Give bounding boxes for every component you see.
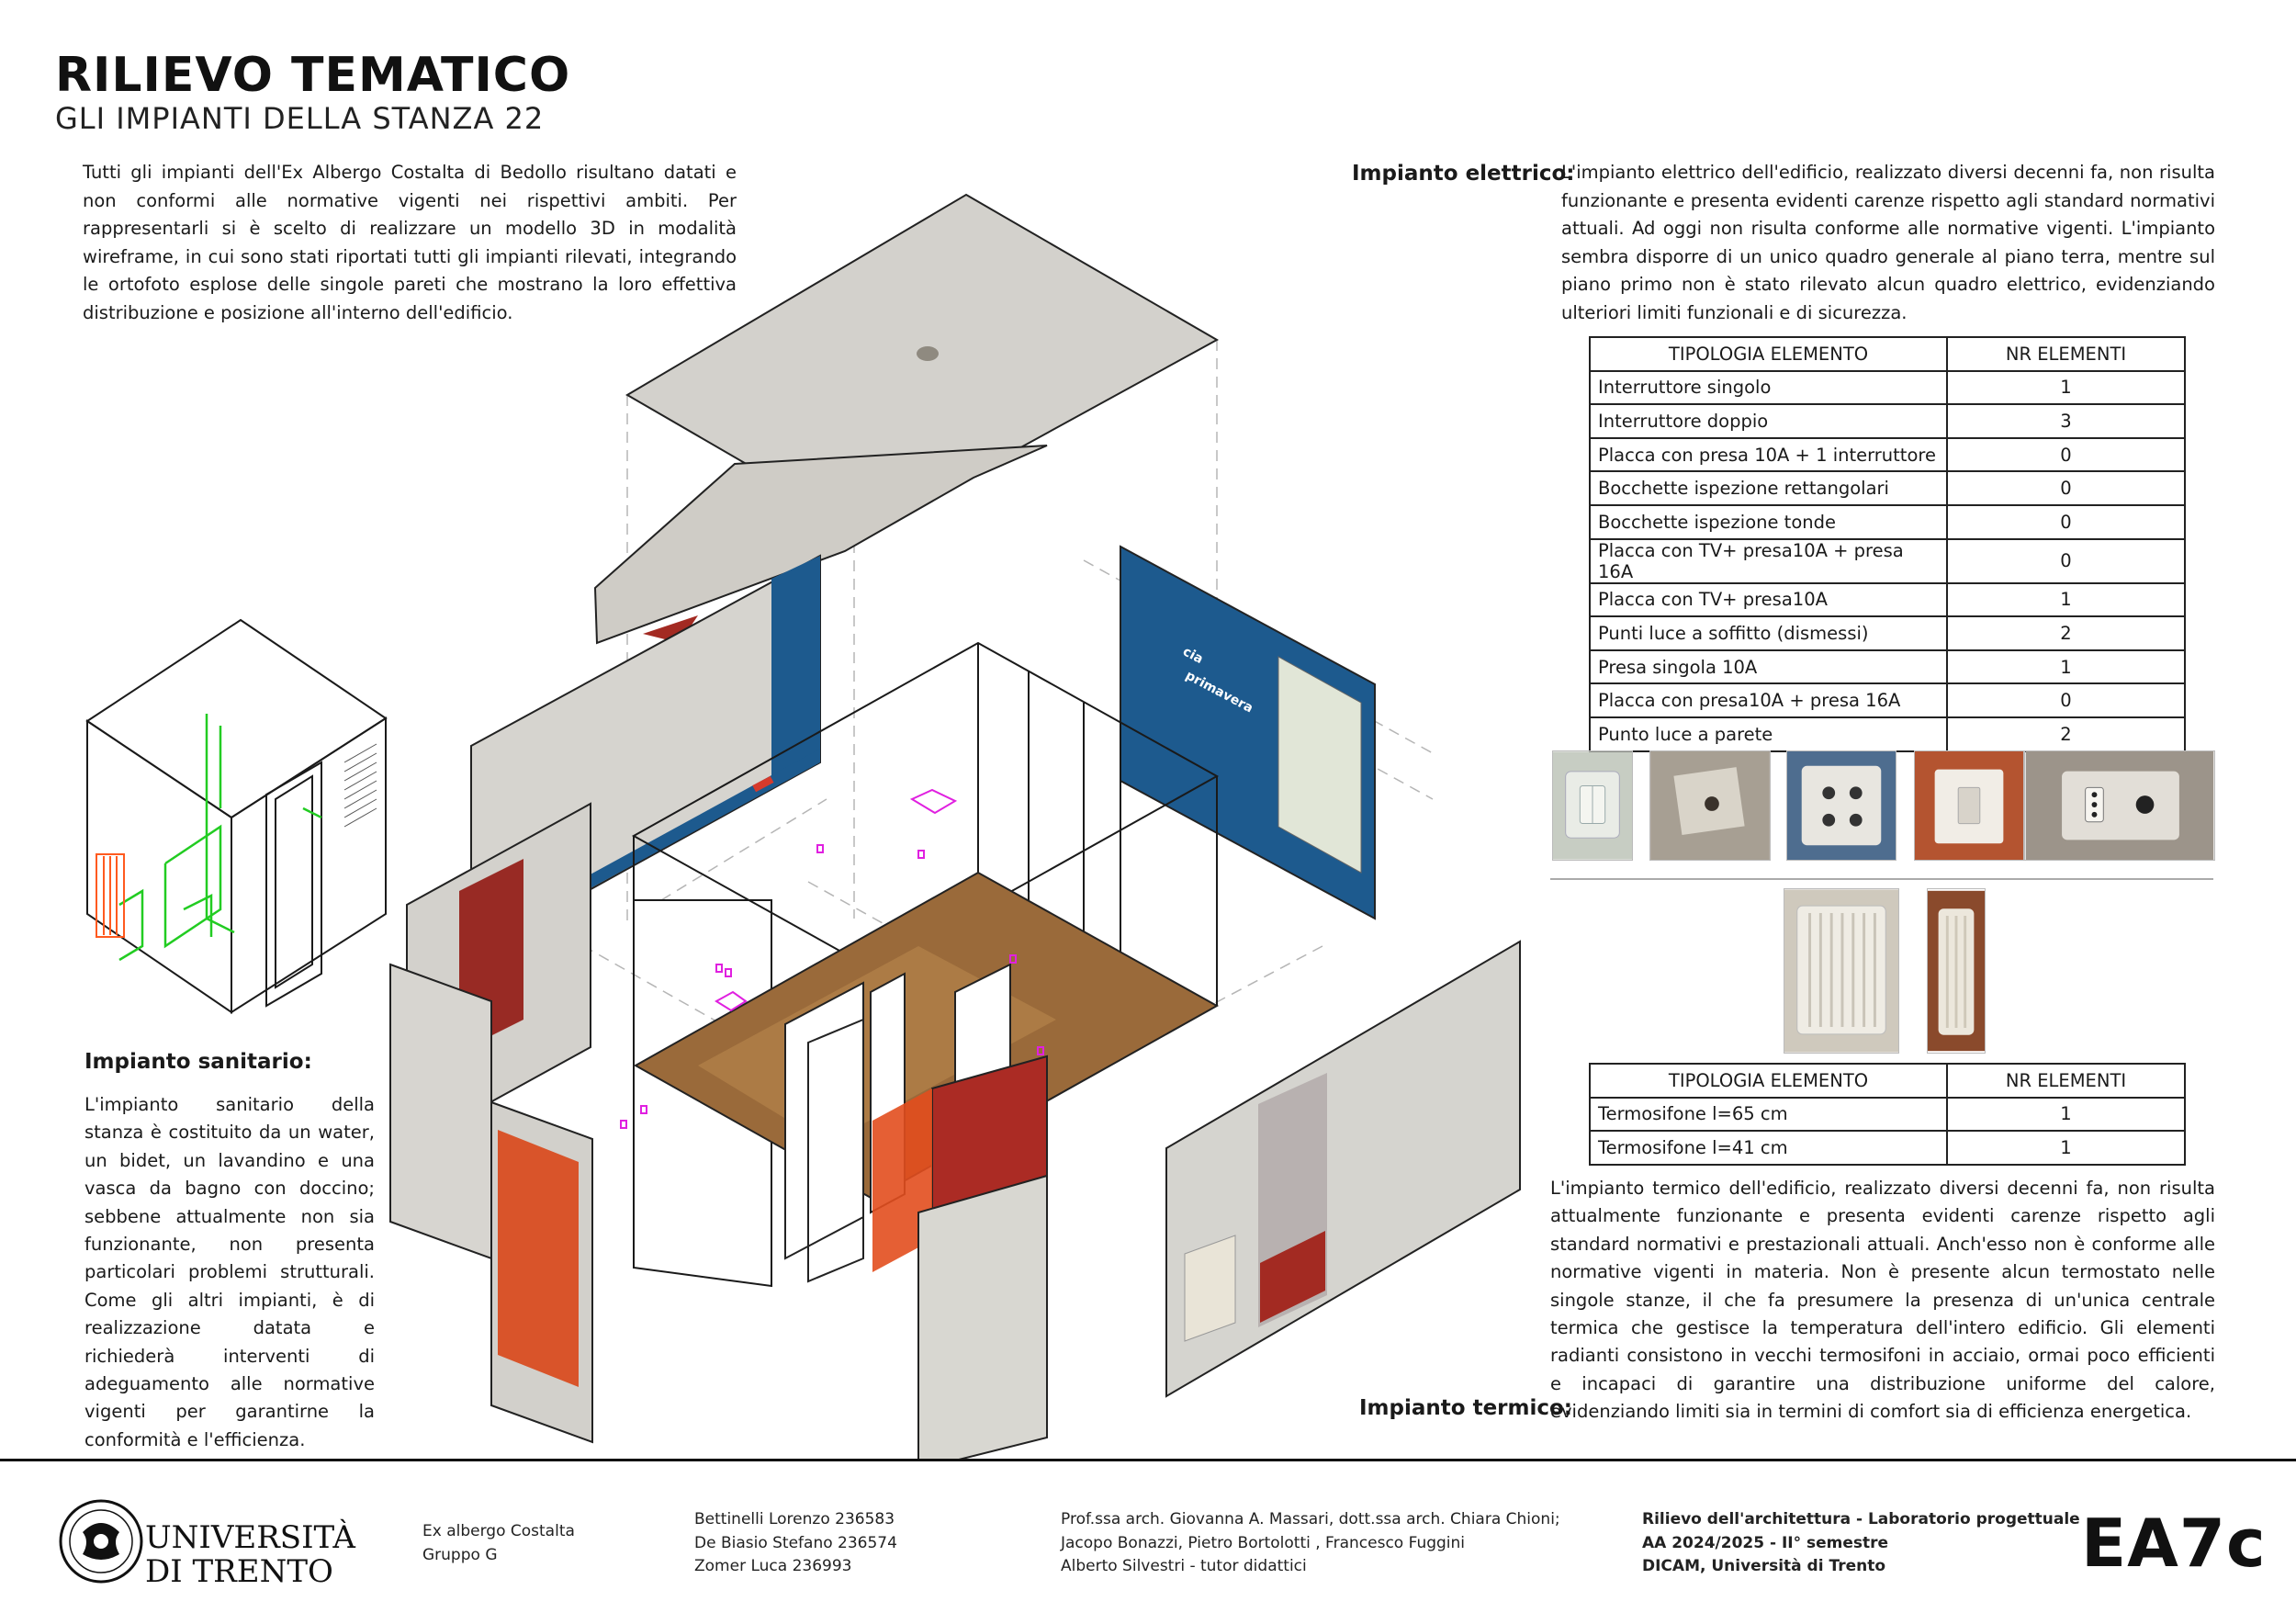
university-wordmark (145, 1521, 355, 1589)
university-wordmark-line2: DI TRENTO (145, 1553, 333, 1590)
table-cell-count: 2 (1947, 717, 2185, 751)
table-header-type: TIPOLOGIA ELEMENTO (1590, 1064, 1947, 1098)
students-list (694, 1508, 897, 1579)
table-cell-count: 3 (1947, 404, 2185, 438)
teachers-list (1061, 1508, 1560, 1579)
electrical-label: Impianto elettrico: (1352, 162, 1575, 186)
table-cell-type: Termosifone l=65 cm (1590, 1098, 1947, 1132)
table-cell-type: Bocchette ispezione rettangolari (1590, 471, 1947, 505)
table-cell-count: 0 (1947, 438, 2185, 472)
sanitary-label: Impianto sanitario: (84, 1050, 312, 1074)
table-cell-type: Interruttore doppio (1590, 404, 1947, 438)
department: DICAM, Università di Trento (1642, 1557, 1886, 1575)
table-cell-type: Placca con TV+ presa10A + presa 16A (1590, 539, 1947, 583)
table-header-count: NR ELEMENTI (1947, 1064, 2185, 1098)
sheet-code: EA7c (2081, 1505, 2267, 1582)
left-wall-orthophoto-2 (390, 964, 491, 1258)
thermal-paragraph: L'impianto termico dell'edificio, realizzato diversi decenni fa, non risulta attualmente funzionante e presenta evidenti carenze rispetto agli standard normativi e prestazionali attuali. Anch'esso non è conforme alle normative vigenti in materia. Non è presente alcun termostato nelle singole stanze, il che fa presumere la presenza di un'unica centrale termica che gestisce la temperatura dell'intero edificio. Gli elementi radianti consistono in vecchi termosifoni in acciaio, ormai poco efficienti e incapaci di garantire una distribuzione uniforme del calore, evidenziando limiti sia in termini di comfort sia di efficienza energetica. (1550, 1178, 2215, 1423)
table-cell-type: Presa singola 10A (1590, 650, 1947, 684)
footer-divider (0, 1459, 2296, 1461)
academic-year: AA 2024/2025 - II° semestre (1642, 1533, 1889, 1552)
table-cell-count: 0 (1947, 683, 2185, 717)
table-cell-type: Interruttore singolo (1590, 371, 1947, 405)
group-name: Gruppo G (422, 1545, 498, 1564)
table-cell-type: Placca con TV+ presa10A (1590, 583, 1947, 617)
plumbing-pipes (119, 714, 321, 960)
table-cell-count: 2 (1947, 616, 2185, 650)
table-cell-count: 0 (1947, 539, 2185, 583)
student-item: Zomer Luca 236993 (694, 1557, 852, 1575)
thermal-label: Impianto termico: (1359, 1396, 1572, 1420)
electrical-paragraph: L'impianto elettrico dell'edificio, realizzato diversi decenni fa, non risulta funzionante e presenta evidenti carenze rispetto agli standard normativi attuali. Ad oggi non risulta conforme alle normative vigenti. L'impianto sembra disporre di un unico quadro generale al piano terra, mentre sul piano primo non è stato rilevato alcun quadro elettrico, evidenziando ulteriori limiti funzionali e di sicurezza. (1561, 162, 2215, 323)
svg-text:cia: cia (1180, 644, 1206, 668)
project-name: Ex albergo Costalta (422, 1522, 575, 1540)
table-cell-type: Termosifone l=41 cm (1590, 1131, 1947, 1165)
table-cell-count: 0 (1947, 505, 2185, 539)
table-cell-type: Punto luce a parete (1590, 717, 1947, 751)
page-title: RILIEVO TEMATICO (55, 48, 571, 103)
project-info (422, 1520, 575, 1567)
university-wordmark-line1: UNIVERSITÀ (145, 1519, 355, 1556)
teacher-item: Jacopo Bonazzi, Pietro Bortolotti , Francesco Fuggini (1061, 1533, 1466, 1552)
table-cell-count: 1 (1947, 1098, 2185, 1132)
table-cell-count: 0 (1947, 471, 2185, 505)
table-header-type: TIPOLOGIA ELEMENTO (1590, 337, 1947, 371)
table-cell-count: 1 (1947, 1131, 2185, 1165)
table-cell-type: Bocchette ispezione tonde (1590, 505, 1947, 539)
table-cell-count: 1 (1947, 650, 2185, 684)
sanitary-paragraph: L'impianto sanitario della stanza è costituito da un water, un bidet, un lavandino e una vasca da bagno con doccino; sebbene attualmente non sia funzionante, non presenta particolari problemi strutturali. Come gli altri impianti, è di realizzazione datata e richiederà interventi di adeguamento alle normative vigenti per garantirne la conformità e l'efficienza. (84, 1094, 375, 1450)
course-name: Rilievo dell'architettura - Laboratorio progettuale (1642, 1510, 2080, 1528)
table-cell-count: 1 (1947, 583, 2185, 617)
intro-paragraph: Tutti gli impianti dell'Ex Albergo Costalta di Bedollo risultano datati e non conformi alle normative vigenti nei rispettivi ambiti. Per rappresentarli si è scelto di realizzare un modello 3D in modalità wireframe, in cui sono stati riportati tutti gli impianti rilevati, integrando le ortofoto esplose delle singole pareti che mostrano la loro effettiva distribuzione e posizione all'interno dell'edificio. (83, 162, 737, 323)
student-item: Bettinelli Lorenzo 236583 (694, 1510, 895, 1528)
table-cell-type: Punti luce a soffitto (dismessi) (1590, 616, 1947, 650)
table-header-count: NR ELEMENTI (1947, 337, 2185, 371)
table-cell-type: Placca con presa 10A + 1 interruttore (1590, 438, 1947, 472)
teacher-item: Alberto Silvestri - tutor didattici (1061, 1557, 1307, 1575)
page-subtitle: GLI IMPIANTI DELLA STANZA 22 (55, 101, 545, 136)
table-cell-count: 1 (1947, 371, 2185, 405)
student-item: De Biasio Stefano 236574 (694, 1533, 897, 1552)
course-info (1642, 1508, 2080, 1579)
table-cell-type: Placca con presa10A + presa 16A (1590, 683, 1947, 717)
radiator-marker (96, 854, 124, 937)
svg-text:primavera: primavera (1183, 668, 1255, 716)
teacher-item: Prof.ssa arch. Giovanna A. Massari, dott.ssa arch. Chiara Chioni; (1061, 1510, 1560, 1528)
